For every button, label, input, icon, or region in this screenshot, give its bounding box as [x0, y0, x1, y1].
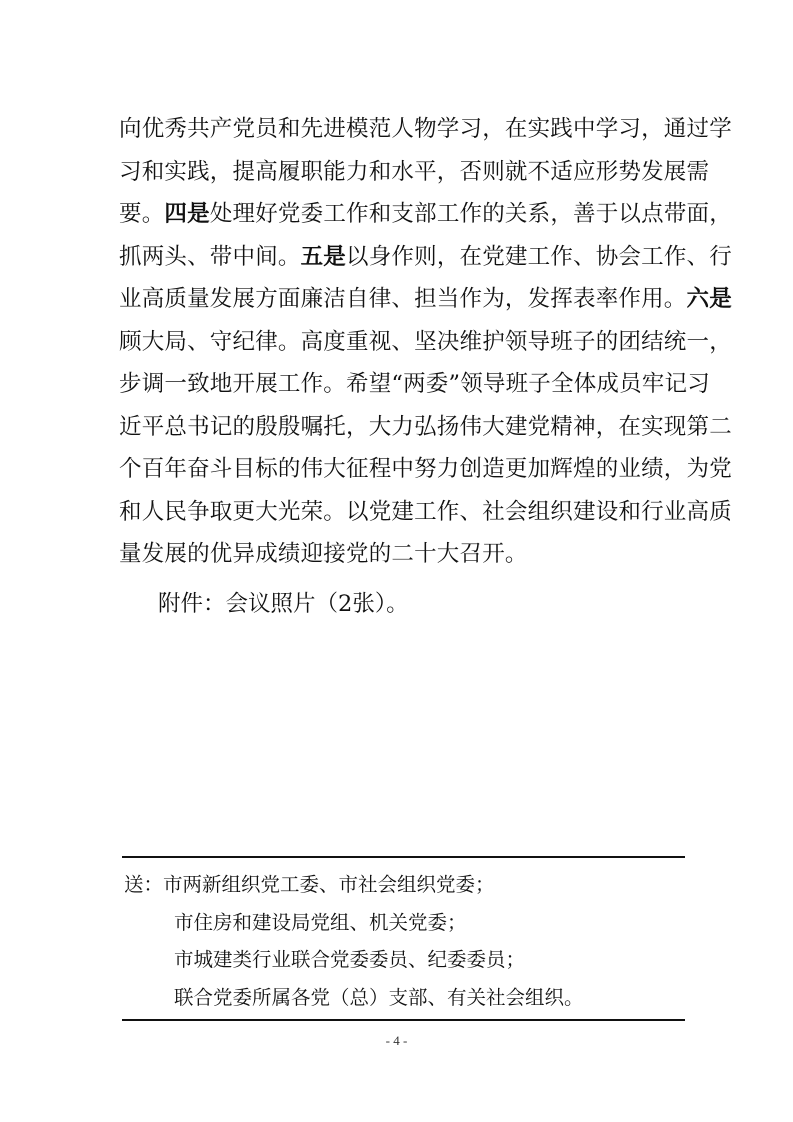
- body-line: [119, 491, 732, 534]
- page-number: - 4 -: [385, 1033, 408, 1048]
- body-text-segment: 习和实践，提高履职能力和水平，否则就不适应形势发展需: [119, 158, 710, 185]
- body-line: [119, 151, 710, 194]
- body-line: [119, 193, 732, 236]
- cc-recipient: 联合党委所属各党（总）支部、有关社会组织。: [174, 985, 584, 1009]
- body-text-segment: 向优秀共产党员和先进模范人物学习，在实践中学习，通过学: [119, 116, 732, 142]
- body-text-segment: 近平总书记的殷殷嘱托，大力弘扬伟大建党精神，在实现第二: [119, 413, 732, 440]
- cc-top-rule: [122, 856, 685, 858]
- body-line: [119, 533, 699, 576]
- emphasis-text: 四是: [164, 201, 210, 227]
- cc-block: [124, 866, 584, 1016]
- cc-line: [124, 866, 584, 904]
- body-text-segment: 顾大局、守纪律。高度重视、坚决维护领导班子的团结统一，: [119, 328, 732, 355]
- body-text-segment: 处理好党委工作和支部工作的关系，善于以点带面，: [209, 201, 732, 227]
- body-text-segment: 要。: [119, 201, 165, 227]
- body-text-segment: 步调一致地开展工作。希望“两委”领导班子全体成员牢记习: [119, 371, 710, 397]
- body-line: [119, 108, 732, 151]
- body-line: [119, 278, 732, 321]
- body-text-segment: 以身作则，在党建工作、协会工作、行: [346, 243, 732, 270]
- cc-recipient: 市住房和建设局党组、机关党委；: [174, 910, 467, 934]
- body-text-segment: 和人民争取更大光荣。以党建工作、社会组织建设和行业高质: [119, 498, 732, 525]
- attachment-note: 附件：会议照片（2张）。: [158, 591, 409, 617]
- cc-label: 送：: [124, 873, 164, 896]
- body-text-segment: 业高质量发展方面廉洁自律、担当作为，发挥表率作用。: [119, 286, 687, 312]
- body-text-segment: 抓两头、带中间。: [119, 243, 301, 270]
- cc-recipient: 市两新组织党工委、市社会组织党委；: [163, 873, 495, 896]
- body-text-segment: 量发展的优异成绩迎接党的二十大召开。: [119, 541, 528, 567]
- body-line: [119, 406, 732, 449]
- body-line: [119, 448, 732, 491]
- emphasis-text: 五是: [300, 243, 347, 270]
- body-text-segment: 个百年奋斗目标的伟大征程中努力创造更加辉煌的业绩，为党: [119, 456, 732, 482]
- emphasis-text: 六是: [686, 286, 732, 312]
- body-line: [119, 321, 732, 364]
- cc-recipient: 市城建类行业联合党委委员、纪委委员；: [174, 948, 526, 971]
- body-line: [119, 236, 732, 279]
- body-line: [119, 363, 710, 406]
- cc-bottom-rule: [122, 1019, 685, 1021]
- body-text: [119, 108, 732, 576]
